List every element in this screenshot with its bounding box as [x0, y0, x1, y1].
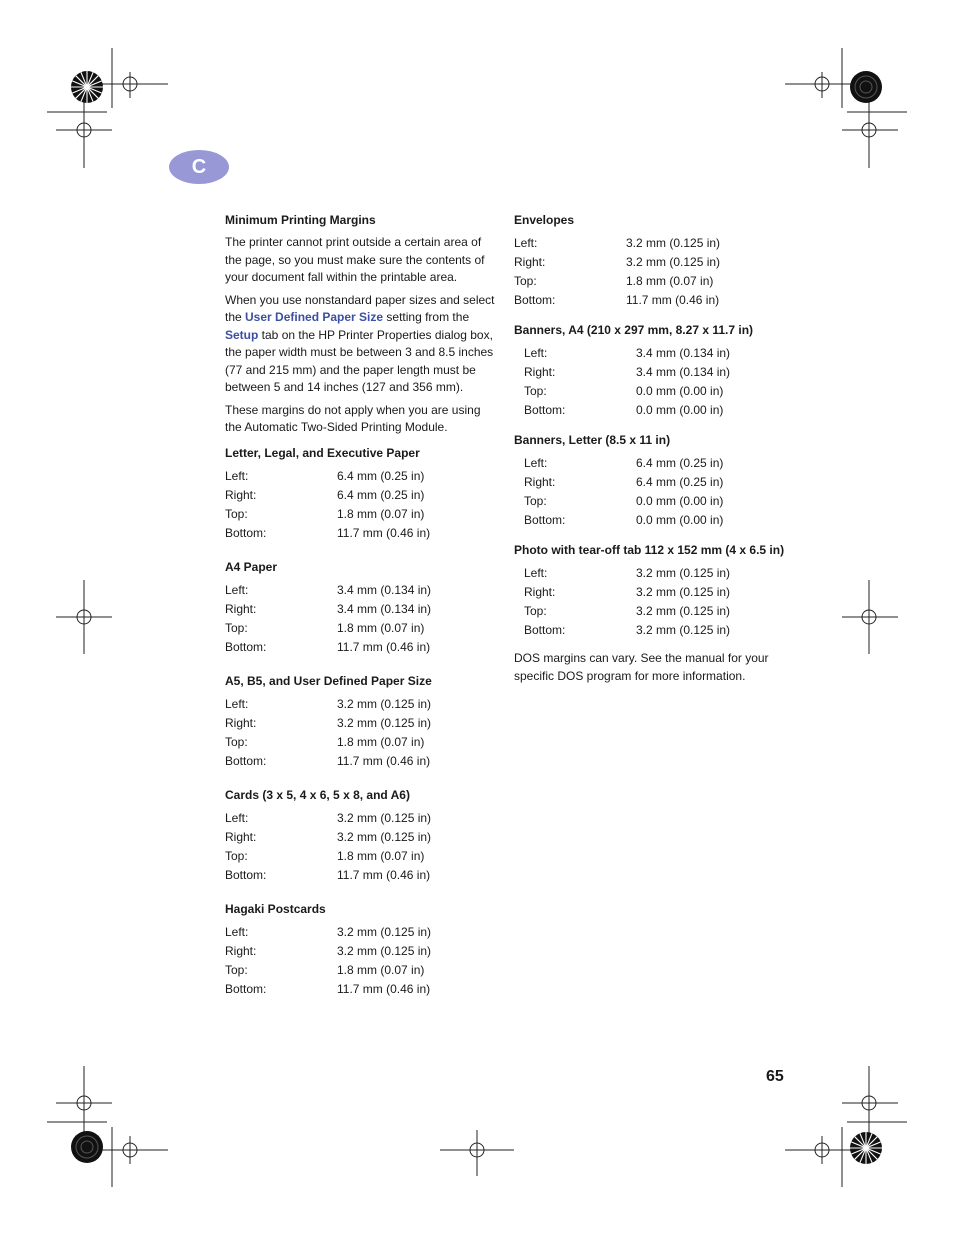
margin-groups	[225, 445, 500, 999]
margin-value: 0.0 mm (0.00 in)	[636, 513, 724, 527]
crosshair-icon	[842, 580, 898, 654]
margin-label: Left:	[524, 566, 548, 580]
margin-value: 11.7 mm (0.46 in)	[626, 293, 720, 307]
concentric-target-icon	[71, 1131, 103, 1163]
margin-label: Top:	[514, 274, 537, 288]
page-number: 65	[766, 1068, 784, 1085]
margin-label: Top:	[225, 962, 248, 977]
margin-row	[225, 923, 500, 942]
group-heading: Banners, Letter (8.5 x 11 in)	[514, 433, 671, 447]
margin-label: Top:	[524, 604, 547, 618]
margin-row	[225, 847, 500, 866]
paper-size-paragraph	[225, 292, 500, 397]
margin-label: Left:	[225, 582, 249, 597]
margin-row	[514, 272, 804, 291]
starburst-target-icon	[71, 71, 103, 103]
margin-group	[514, 432, 804, 530]
margin-label: Top:	[225, 620, 248, 635]
group-heading: A5, B5, and User Defined Paper Size	[225, 673, 432, 688]
margin-label: Bottom:	[225, 639, 267, 654]
margin-row	[514, 401, 804, 420]
crosshair-icon	[56, 580, 112, 654]
margin-row	[514, 511, 804, 530]
margin-row	[514, 473, 804, 492]
margin-row	[225, 809, 500, 828]
margin-label: Bottom:	[514, 293, 556, 307]
margin-value: 1.8 mm (0.07 in)	[626, 274, 714, 288]
margin-value: 11.7 mm (0.46 in)	[337, 525, 431, 540]
margin-row	[514, 291, 804, 310]
crosshair-icon	[440, 1130, 514, 1176]
margin-value: 11.7 mm (0.46 in)	[337, 981, 431, 996]
margin-label: Right:	[225, 829, 257, 844]
margin-value: 0.0 mm (0.00 in)	[636, 384, 724, 398]
margin-value: 3.2 mm (0.125 in)	[337, 943, 432, 958]
margin-row	[225, 961, 500, 980]
margin-row	[225, 581, 500, 600]
group-heading: Banners, A4 (210 x 297 mm, 8.27 x 11.7 in)	[514, 323, 754, 337]
crosshair-icon	[56, 1066, 112, 1140]
margin-value: 11.7 mm (0.46 in)	[337, 639, 431, 654]
margin-row	[514, 492, 804, 511]
group-heading: Envelopes	[514, 213, 575, 227]
intro-paragraph: The printer cannot print outside a certain area of the page, so you must make sure the contents of your document fall within the printable area.	[225, 235, 485, 284]
margin-label: Right:	[524, 365, 556, 379]
margin-value: 6.4 mm (0.25 in)	[337, 468, 425, 483]
crosshair-icon	[842, 96, 898, 168]
margin-label: Left:	[225, 468, 249, 483]
margin-row	[225, 695, 500, 714]
margin-value: 3.4 mm (0.134 in)	[636, 346, 731, 360]
margin-group	[514, 322, 804, 420]
margin-value: 3.2 mm (0.125 in)	[337, 696, 432, 711]
margin-value: 3.2 mm (0.125 in)	[337, 715, 432, 730]
user-defined-paper-size-link[interactable]: User Defined Paper Size	[245, 310, 384, 324]
margin-row	[225, 600, 500, 619]
margin-label: Right:	[225, 715, 257, 730]
margin-value: 3.2 mm (0.125 in)	[337, 924, 432, 939]
margin-value: 1.8 mm (0.07 in)	[337, 506, 425, 521]
margin-label: Left:	[225, 924, 249, 939]
margin-row	[225, 752, 500, 771]
group-heading: Photo with tear-off tab 112 x 152 mm (4 x 6.5 in)	[514, 543, 785, 557]
margin-value: 0.0 mm (0.00 in)	[636, 403, 724, 417]
margin-label: Left:	[524, 346, 548, 360]
margin-value: 3.2 mm (0.125 in)	[636, 623, 731, 637]
group-heading: Hagaki Postcards	[225, 901, 326, 916]
chapter-tab-badge: C	[169, 150, 229, 184]
group-heading: A4 Paper	[225, 559, 278, 574]
margin-label: Bottom:	[225, 525, 267, 540]
margin-row	[225, 638, 500, 657]
section-heading: Minimum Printing Margins	[225, 213, 376, 227]
left-column	[225, 212, 500, 1015]
margin-label: Left:	[225, 696, 249, 711]
margin-value: 3.2 mm (0.125 in)	[626, 236, 721, 250]
dos-note: DOS margins can vary. See the manual for your specific DOS program for more information.	[514, 651, 769, 683]
margin-row	[514, 382, 804, 401]
margin-group	[225, 673, 500, 771]
margin-label: Top:	[225, 848, 248, 863]
paragraph-text: setting from the	[383, 310, 470, 324]
margin-value: 0.0 mm (0.00 in)	[636, 494, 724, 508]
margin-value: 3.2 mm (0.125 in)	[626, 255, 721, 269]
margin-label: Top:	[524, 384, 547, 398]
margin-value: 1.8 mm (0.07 in)	[337, 848, 425, 863]
margin-label: Right:	[524, 475, 556, 489]
margin-row	[225, 505, 500, 524]
margin-value: 3.4 mm (0.134 in)	[337, 601, 432, 616]
margin-label: Left:	[524, 456, 548, 470]
margin-row	[225, 714, 500, 733]
margin-row	[514, 602, 804, 621]
margin-value: 3.2 mm (0.125 in)	[337, 810, 432, 825]
margin-row	[225, 866, 500, 885]
crosshair-icon	[56, 96, 112, 168]
margin-row	[514, 564, 804, 583]
margin-label: Top:	[225, 734, 248, 749]
setup-link[interactable]: Setup	[225, 327, 259, 342]
margin-value: 3.2 mm (0.125 in)	[636, 566, 731, 580]
group-heading: Letter, Legal, and Executive Paper	[225, 445, 420, 460]
margin-group	[225, 901, 500, 999]
margin-label: Right:	[225, 601, 257, 616]
paragraph-text: tab on the HP Printer Properties dialog box, the paper width must be between 3 and 8.5 inches (77 and 215 mm) and the paper length must be between 5 and 14 inches (127 and 356 mm).	[225, 327, 494, 394]
margin-label: Right:	[514, 255, 546, 269]
margin-value: 3.4 mm (0.134 in)	[337, 582, 432, 597]
right-column	[514, 212, 804, 690]
margin-label: Bottom:	[225, 867, 267, 882]
margin-value: 11.7 mm (0.46 in)	[337, 867, 431, 882]
margin-row	[514, 234, 804, 253]
margin-label: Right:	[524, 585, 556, 599]
group-heading: Cards (3 x 5, 4 x 6, 5 x 8, and A6)	[225, 787, 410, 802]
margin-row	[225, 942, 500, 961]
margin-label: Right:	[225, 943, 257, 958]
margin-row	[225, 467, 500, 486]
margin-label: Bottom:	[225, 753, 267, 768]
margin-row	[225, 619, 500, 638]
margin-label: Bottom:	[225, 981, 267, 996]
margin-label: Bottom:	[524, 623, 566, 637]
margin-value: 1.8 mm (0.07 in)	[337, 620, 425, 635]
crosshair-icon	[842, 1066, 898, 1140]
margin-row	[225, 486, 500, 505]
margin-groups	[514, 212, 804, 640]
concentric-target-icon	[850, 71, 882, 103]
margin-value: 6.4 mm (0.25 in)	[337, 487, 425, 502]
margin-group	[514, 212, 804, 310]
margin-value: 3.2 mm (0.125 in)	[337, 829, 432, 844]
margin-group	[514, 542, 804, 640]
margin-value: 3.2 mm (0.125 in)	[636, 585, 731, 599]
margin-row	[514, 363, 804, 382]
margin-value: 6.4 mm (0.25 in)	[636, 456, 724, 470]
margin-value: 11.7 mm (0.46 in)	[337, 753, 431, 768]
margin-row	[225, 733, 500, 752]
margin-row	[514, 344, 804, 363]
crosshair-icon	[93, 1136, 168, 1164]
margin-row	[225, 828, 500, 847]
starburst-target-icon	[850, 1132, 882, 1164]
margin-group	[225, 445, 500, 543]
margin-row	[225, 524, 500, 543]
margin-row	[514, 621, 804, 640]
margin-label: Left:	[514, 236, 538, 250]
crosshair-icon	[785, 1136, 860, 1164]
margin-value: 3.4 mm (0.134 in)	[636, 365, 731, 379]
margin-row	[225, 980, 500, 999]
margin-value: 1.8 mm (0.07 in)	[337, 962, 425, 977]
margin-label: Left:	[225, 810, 249, 825]
margin-group	[225, 787, 500, 885]
margin-row	[514, 454, 804, 473]
crosshair-icon	[93, 72, 168, 98]
margin-value: 3.2 mm (0.125 in)	[636, 604, 731, 618]
margin-label: Bottom:	[524, 513, 566, 527]
margin-row	[514, 583, 804, 602]
paragraph-text: When you use nonstandard paper sizes and select the	[225, 292, 495, 324]
margin-label: Bottom:	[524, 403, 566, 417]
margin-label: Top:	[524, 494, 547, 508]
margin-label: Right:	[225, 487, 257, 502]
margin-group	[225, 559, 500, 657]
margin-label: Top:	[225, 506, 248, 521]
crosshair-icon	[785, 72, 860, 98]
two-sided-note: These margins do not apply when you are using the Automatic Two-Sided Printing Module.	[225, 402, 481, 434]
margin-value: 6.4 mm (0.25 in)	[636, 475, 724, 489]
margin-value: 1.8 mm (0.07 in)	[337, 734, 425, 749]
margin-row	[514, 253, 804, 272]
